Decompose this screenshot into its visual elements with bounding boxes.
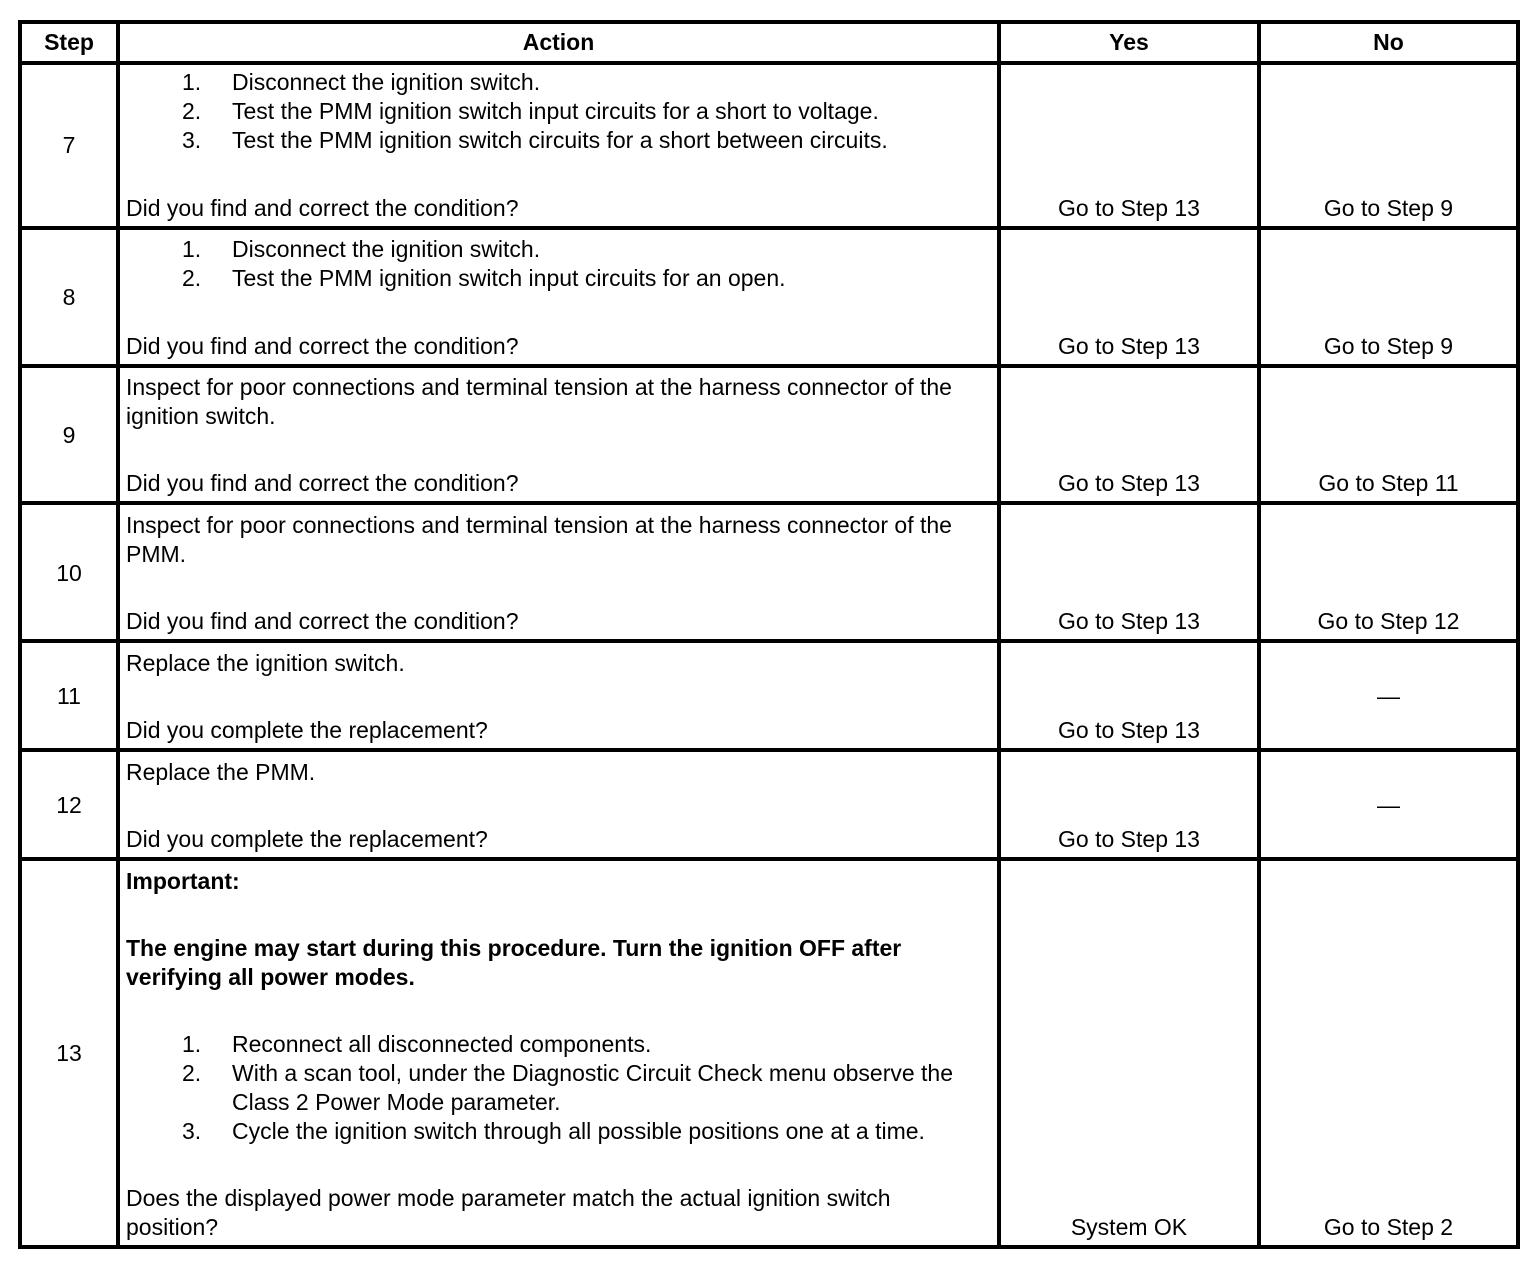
- question-text: Did you complete the replacement?: [126, 717, 488, 743]
- yes-answer: System OK: [1070, 1214, 1188, 1240]
- list-item: 2. With a scan tool, under the Diagnostic Circuit Check menu observe the Class 2 Power Mode parameter.: [182, 1060, 954, 1115]
- action-cell: [126, 235, 992, 361]
- numbered-list: [126, 235, 786, 293]
- yes-answer: Go to Step 13: [1058, 826, 1200, 852]
- question-text: Did you find and correct the condition?: [126, 608, 519, 634]
- step-number: 13: [56, 1040, 82, 1066]
- action-cell: [126, 867, 992, 1242]
- instruction-text: Replace the PMM.: [126, 759, 316, 785]
- step-number: 10: [56, 560, 82, 586]
- yes-answer: Go to Step 13: [1058, 195, 1200, 221]
- step-number: 7: [62, 132, 76, 158]
- important-label: Important:: [126, 868, 240, 894]
- no-answer: —: [1377, 683, 1400, 709]
- no-answer: Go to Step 9: [1323, 333, 1454, 359]
- question-text: Did you find and correct the condition?: [126, 470, 519, 496]
- yes-answer: Go to Step 13: [1058, 333, 1200, 359]
- numbered-list: [126, 68, 888, 155]
- column-header-action: Action: [522, 29, 595, 55]
- question-text: Did you complete the replacement?: [126, 826, 488, 852]
- numbered-list: [126, 1030, 992, 1146]
- important-note: The engine may start during this procedure. Turn the ignition OFF after verifying all power modes.: [126, 935, 902, 990]
- yes-answer: Go to Step 13: [1058, 608, 1200, 634]
- no-answer: Go to Step 2: [1323, 1214, 1454, 1240]
- action-cell: [126, 649, 992, 745]
- list-item: 2. Test the PMM ignition switch input circuits for an open.: [182, 265, 786, 291]
- no-answer: Go to Step 11: [1318, 470, 1459, 496]
- list-item: 1. Reconnect all disconnected components.: [182, 1031, 652, 1057]
- instruction-text: Replace the ignition switch.: [126, 650, 405, 676]
- column-header-no: No: [1373, 29, 1404, 55]
- column-header-yes: Yes: [1109, 29, 1149, 55]
- step-number: 11: [57, 683, 81, 709]
- yes-answer: Go to Step 13: [1058, 470, 1200, 496]
- step-number: 9: [62, 422, 76, 448]
- instruction-text: Inspect for poor connections and terminal tension at the harness connector of the PMM.: [126, 512, 952, 567]
- column-header-step: Step: [44, 29, 94, 55]
- list-item: 1. Disconnect the ignition switch.: [182, 236, 541, 262]
- no-answer: Go to Step 12: [1317, 608, 1460, 634]
- step-number: 8: [62, 284, 76, 310]
- question-text: Did you find and correct the condition?: [126, 333, 519, 359]
- action-cell: [126, 511, 992, 636]
- no-answer: —: [1377, 792, 1400, 818]
- question-text: Did you find and correct the condition?: [126, 195, 519, 221]
- list-item: 3. Test the PMM ignition switch circuits for a short between circuits.: [182, 127, 888, 153]
- yes-answer: Go to Step 13: [1058, 717, 1200, 743]
- step-number: 12: [56, 792, 82, 818]
- no-answer: Go to Step 9: [1323, 195, 1454, 221]
- list-item: 2. Test the PMM ignition switch input circuits for a short to voltage.: [182, 98, 879, 124]
- action-cell: [126, 68, 992, 223]
- action-cell: [126, 373, 992, 498]
- instruction-text: Inspect for poor connections and terminal tension at the harness connector of the ignition switch.: [126, 374, 952, 429]
- action-cell: [126, 758, 992, 854]
- list-item: 1. Disconnect the ignition switch.: [182, 69, 541, 95]
- list-item: 3. Cycle the ignition switch through all possible positions one at a time.: [182, 1118, 925, 1144]
- question-text: Does the displayed power mode parameter match the actual ignition switch position?: [126, 1185, 891, 1240]
